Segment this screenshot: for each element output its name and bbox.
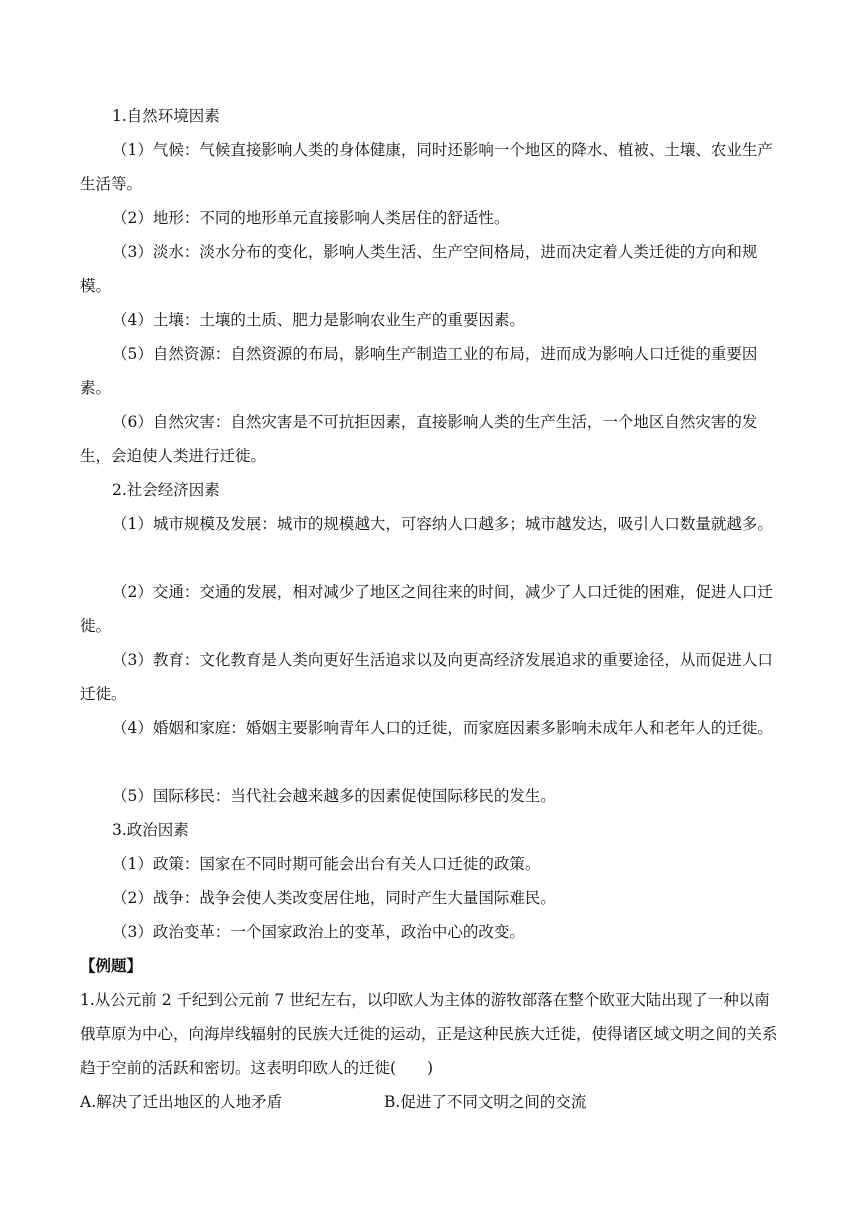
- paragraph-city: （1）城市规模及发展：城市的规模越大，可容纳人口越多；城市越发达，吸引人口数量就越多。: [112, 515, 773, 533]
- paragraph-reform: （3）政治变革：一个国家政治上的变革，政治中心的改变。: [112, 923, 525, 941]
- option-a: A.解决了迁出地区的人地矛盾: [80, 1093, 283, 1111]
- paragraph-disasters: （6）自然灾害：自然灾害是不可抗拒因素，直接影响人类的生产生活，一个地区自然灾害的发生，会迫使人类进行迁徙。: [80, 413, 758, 465]
- section-title-socioeconomic: 2.社会经济因素: [112, 481, 220, 499]
- paragraph-freshwater: （3）淡水：淡水分布的变化，影响人类生活、生产空间格局，进而决定着人类迁徙的方向和规模。: [80, 243, 758, 295]
- paragraph-transport: （2）交通：交通的发展，相对减少了地区之间往来的时间，减少了人口迁徙的困难，促进人口迁徙。: [80, 583, 773, 635]
- paragraph-soil: （4）土壤：土壤的土质、肥力是影响农业生产的重要因素。: [112, 311, 525, 329]
- paragraph-education: （3）教育：文化教育是人类向更好生活追求以及向更高经济发展追求的重要途径，从而促进人口迁徙。: [80, 651, 773, 703]
- paragraph-policy: （1）政策：国家在不同时期可能会出台有关人口迁徙的政策。: [112, 855, 541, 873]
- paragraph-war: （2）战争：战争会使人类改变居住地，同时产生大量国际难民。: [112, 889, 556, 907]
- paragraph-marriage: （4）婚姻和家庭：婚姻主要影响青年人口的迁徙，而家庭因素多影响未成年人和老年人的迁徙。: [112, 719, 773, 737]
- section-title-natural: 1.自然环境因素: [112, 107, 220, 125]
- paragraph-resources: （5）自然资源：自然资源的布局，影响生产制造工业的布局，进而成为影响人口迁徙的重要因素。: [80, 345, 758, 397]
- paragraph-migration: （5）国际移民：当代社会越来越多的因素促使国际移民的发生。: [112, 787, 556, 805]
- paragraph-terrain: （2）地形：不同的地形单元直接影响人类居住的舒适性。: [112, 209, 510, 227]
- example-heading: 【例题】: [80, 956, 143, 975]
- option-b: B.促进了不同文明之间的交流: [384, 1093, 587, 1111]
- example-question: 1.从公元前 2 千纪到公元前 7 世纪左右，以印欧人为主体的游牧部落在整个欧亚大陆出现了一种以南俄草原为中心，向海岸线辐射的民族大迁徙的运动，正是这种民族大迁徙，使得诸区域文明之间的关系趋于空前的活跃和密切。这表明印欧人的迁徙( ): [80, 991, 778, 1077]
- section-title-political: 3.政治因素: [112, 821, 189, 839]
- paragraph-climate: （1）气候：气候直接影响人类的身体健康，同时还影响一个地区的降水、植被、土壤、农业生产生活等。: [80, 141, 773, 193]
